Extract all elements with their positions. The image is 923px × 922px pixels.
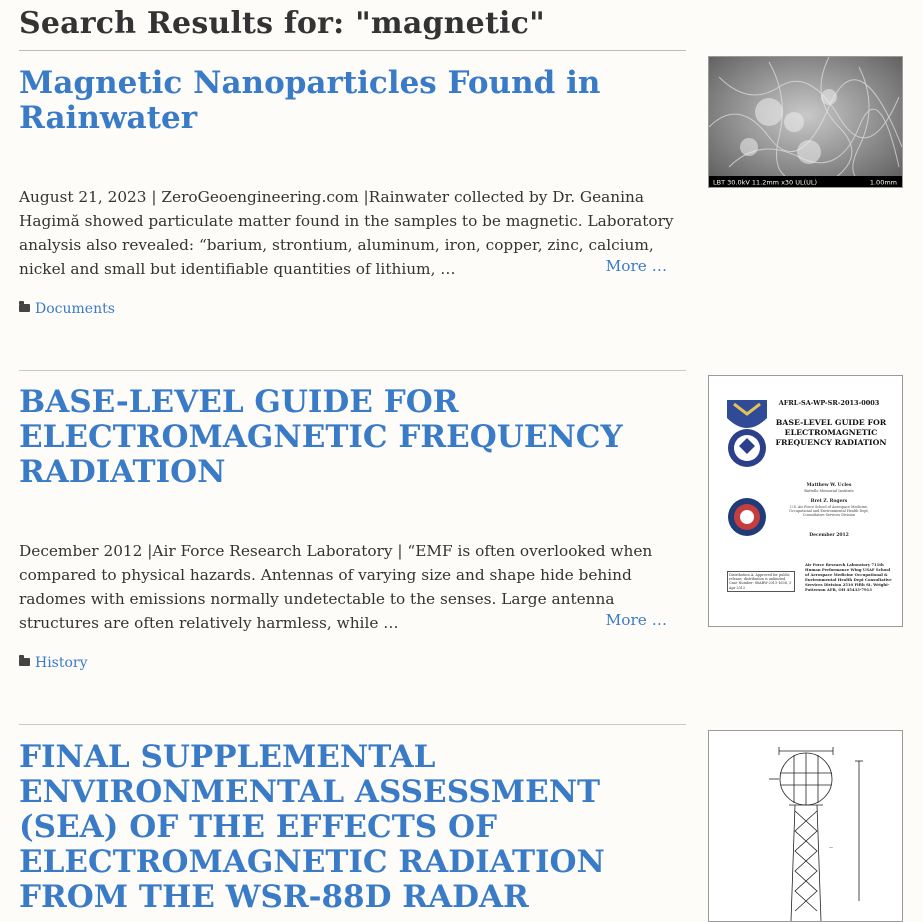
- article-thumbnail[interactable]: [708, 56, 903, 188]
- document-cover-image: [709, 376, 902, 626]
- category-tag: [19, 301, 115, 317]
- article-title[interactable]: [19, 66, 689, 136]
- page-title: Search Results for: "magnetic": [19, 6, 545, 41]
- article-title-link[interactable]: FINAL SUPPLEMENTAL ENVIRONMENTAL ASSESSMENT (SEA) OF THE EFFECTS OF ELECTROMAGNETIC RADIATION FROM THE WSR-88D RADAR: [19, 739, 605, 915]
- article-thumbnail[interactable]: [708, 375, 903, 627]
- cover-author-2: Bret Z. Rogers: [810, 499, 848, 504]
- article-excerpt: [19, 185, 686, 281]
- cover-title: BASE-LEVEL GUIDE FOR ELECTROMAGNETIC FREQUENCY RADIATION: [775, 418, 887, 447]
- article-divider: [19, 724, 686, 725]
- article-title-link[interactable]: BASE-LEVEL GUIDE FOR ELECTROMAGNETIC FREQUENCY RADIATION: [19, 384, 623, 490]
- radar-tower-drawing: [709, 731, 902, 921]
- sem-caption: LBT 30.0kV 11.2mm x30 UL(UL): [713, 178, 818, 187]
- cover-author-1: Matthew W. Ucles: [806, 483, 852, 488]
- excerpt-text: August 21, 2023 | ZeroGeoengineering.com |Rainwater collected by Dr. Geanina Hagimă showed particulate matter found in the samples to be magnetic. Laboratory analysis also revealed: “barium, strontium, aluminum, iron, copper, zinc, calcium, nickel and small but identifiable quantities of lithium, …: [19, 188, 674, 278]
- article-divider: [19, 370, 686, 371]
- article-title[interactable]: [19, 740, 699, 915]
- more-link[interactable]: More …: [605, 257, 667, 275]
- article-title[interactable]: [19, 385, 689, 490]
- cover-affiliation-1: Battelle Memorial Institute: [804, 489, 854, 493]
- cover-date: December 2012: [809, 533, 849, 538]
- folder-icon: [19, 304, 30, 312]
- article-title-link[interactable]: Magnetic Nanoparticles Found in Rainwater: [19, 65, 601, 136]
- folder-icon: [19, 658, 30, 666]
- microscope-image: [709, 57, 902, 187]
- cover-organization: Air Force Research Laboratory 711th Human Performance Wing USAF School of Aerospace Medicine Occupational & Environmental Health Dept Consultative Services Division 2510 Fifth St. Wright-Patterson AFB, OH 45433-7913: [805, 562, 892, 592]
- category-link[interactable]: History: [35, 655, 88, 671]
- sem-scale: 1.00mm: [869, 178, 897, 187]
- title-divider: [19, 50, 686, 51]
- more-link[interactable]: More …: [605, 611, 667, 629]
- category-tag: [19, 655, 88, 671]
- distribution-box: Distribution A: Approved for public release; distribution is unlimited. Case Number: 88ABW-2013-1638, 3 Apr 2013: [727, 571, 795, 592]
- article-thumbnail[interactable]: [708, 730, 903, 922]
- article-excerpt: [19, 539, 686, 635]
- svg-text:—: —: [829, 845, 833, 850]
- cover-affiliation-2: U.S. Air Force School of Aerospace Medicine, Occupational and Environmental Health Dept, Consultative Services Division: [789, 505, 869, 517]
- category-link[interactable]: Documents: [35, 301, 115, 317]
- report-number: AFRL-SA-WP-SR-2013-0003: [778, 399, 880, 407]
- excerpt-text: December 2012 |Air Force Research Laboratory | “EMF is often overlooked when compared to physical hazards. Antennas of varying size and shape hide behind radomes with emissions normally undetectable to the senses. Large antenna structures are often relatively harmless, while …: [19, 542, 653, 632]
